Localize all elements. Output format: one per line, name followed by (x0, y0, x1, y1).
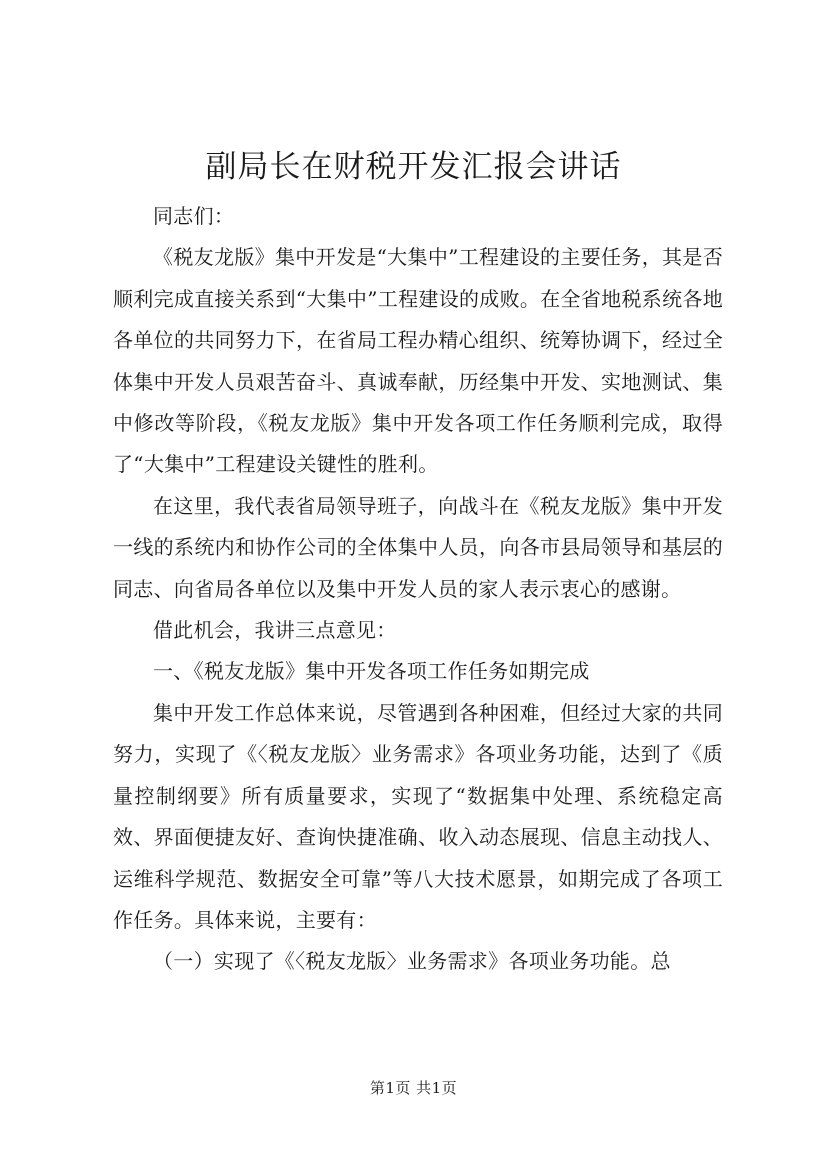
page-footer: 第1页 共1页 (369, 1079, 458, 1097)
paragraph-subsection-1: （一）实现了《〈税友龙版〉业务需求》各项业务功能。总 (153, 949, 671, 974)
section-heading-1: 一、《税友龙版》集中开发各项工作任务如期完成 (153, 659, 590, 684)
document-title: 副局长在财税开发汇报会讲话 (205, 149, 622, 185)
paragraph-intro: 《税友龙版》集中开发是“大集中”工程建设的主要任务，其是否顺利完成直接关系到“大集中”工程建设的成败。在全省地税系统各地各单位的共同努力下，在省局工程办精心组织、统筹协调下，经过全体集中开发人员艰苦奋斗、真诚奉献，历经集中开发、实地测试、集中修改等阶段，《税友龙版》集中开发各项工作任务顺利完成，取得了“大集中”工程建设关键性的胜利。 (113, 245, 723, 477)
paragraph-thanks: 在这里，我代表省局领导班子，向战斗在《税友龙版》集中开发一线的系统内和协作公司的全体集中人员，向各市县局领导和基层的同志、向省局各单位以及集中开发人员的家人表示衷心的感谢。 (113, 493, 723, 601)
paragraph-summary: 集中开发工作总体来说，尽管遇到各种困难，但经过大家的共同努力，实现了《〈税友龙版〉业务需求》各项业务功能，达到了《质量控制纲要》所有质量要求，实现了“数据集中处理、系统稳定高效、界面便捷友好、查询快捷准确、收入动态展现、信息主动找人、运维科学规范、数据安全可靠”等八大技术愿景，如期完成了各项工作任务。具体来说，主要有： (113, 700, 723, 932)
paragraph-greeting: 同志们： (153, 204, 235, 228)
paragraph-opinions: 借此机会，我讲三点意见： (153, 618, 397, 643)
document-body (113, 196, 723, 983)
